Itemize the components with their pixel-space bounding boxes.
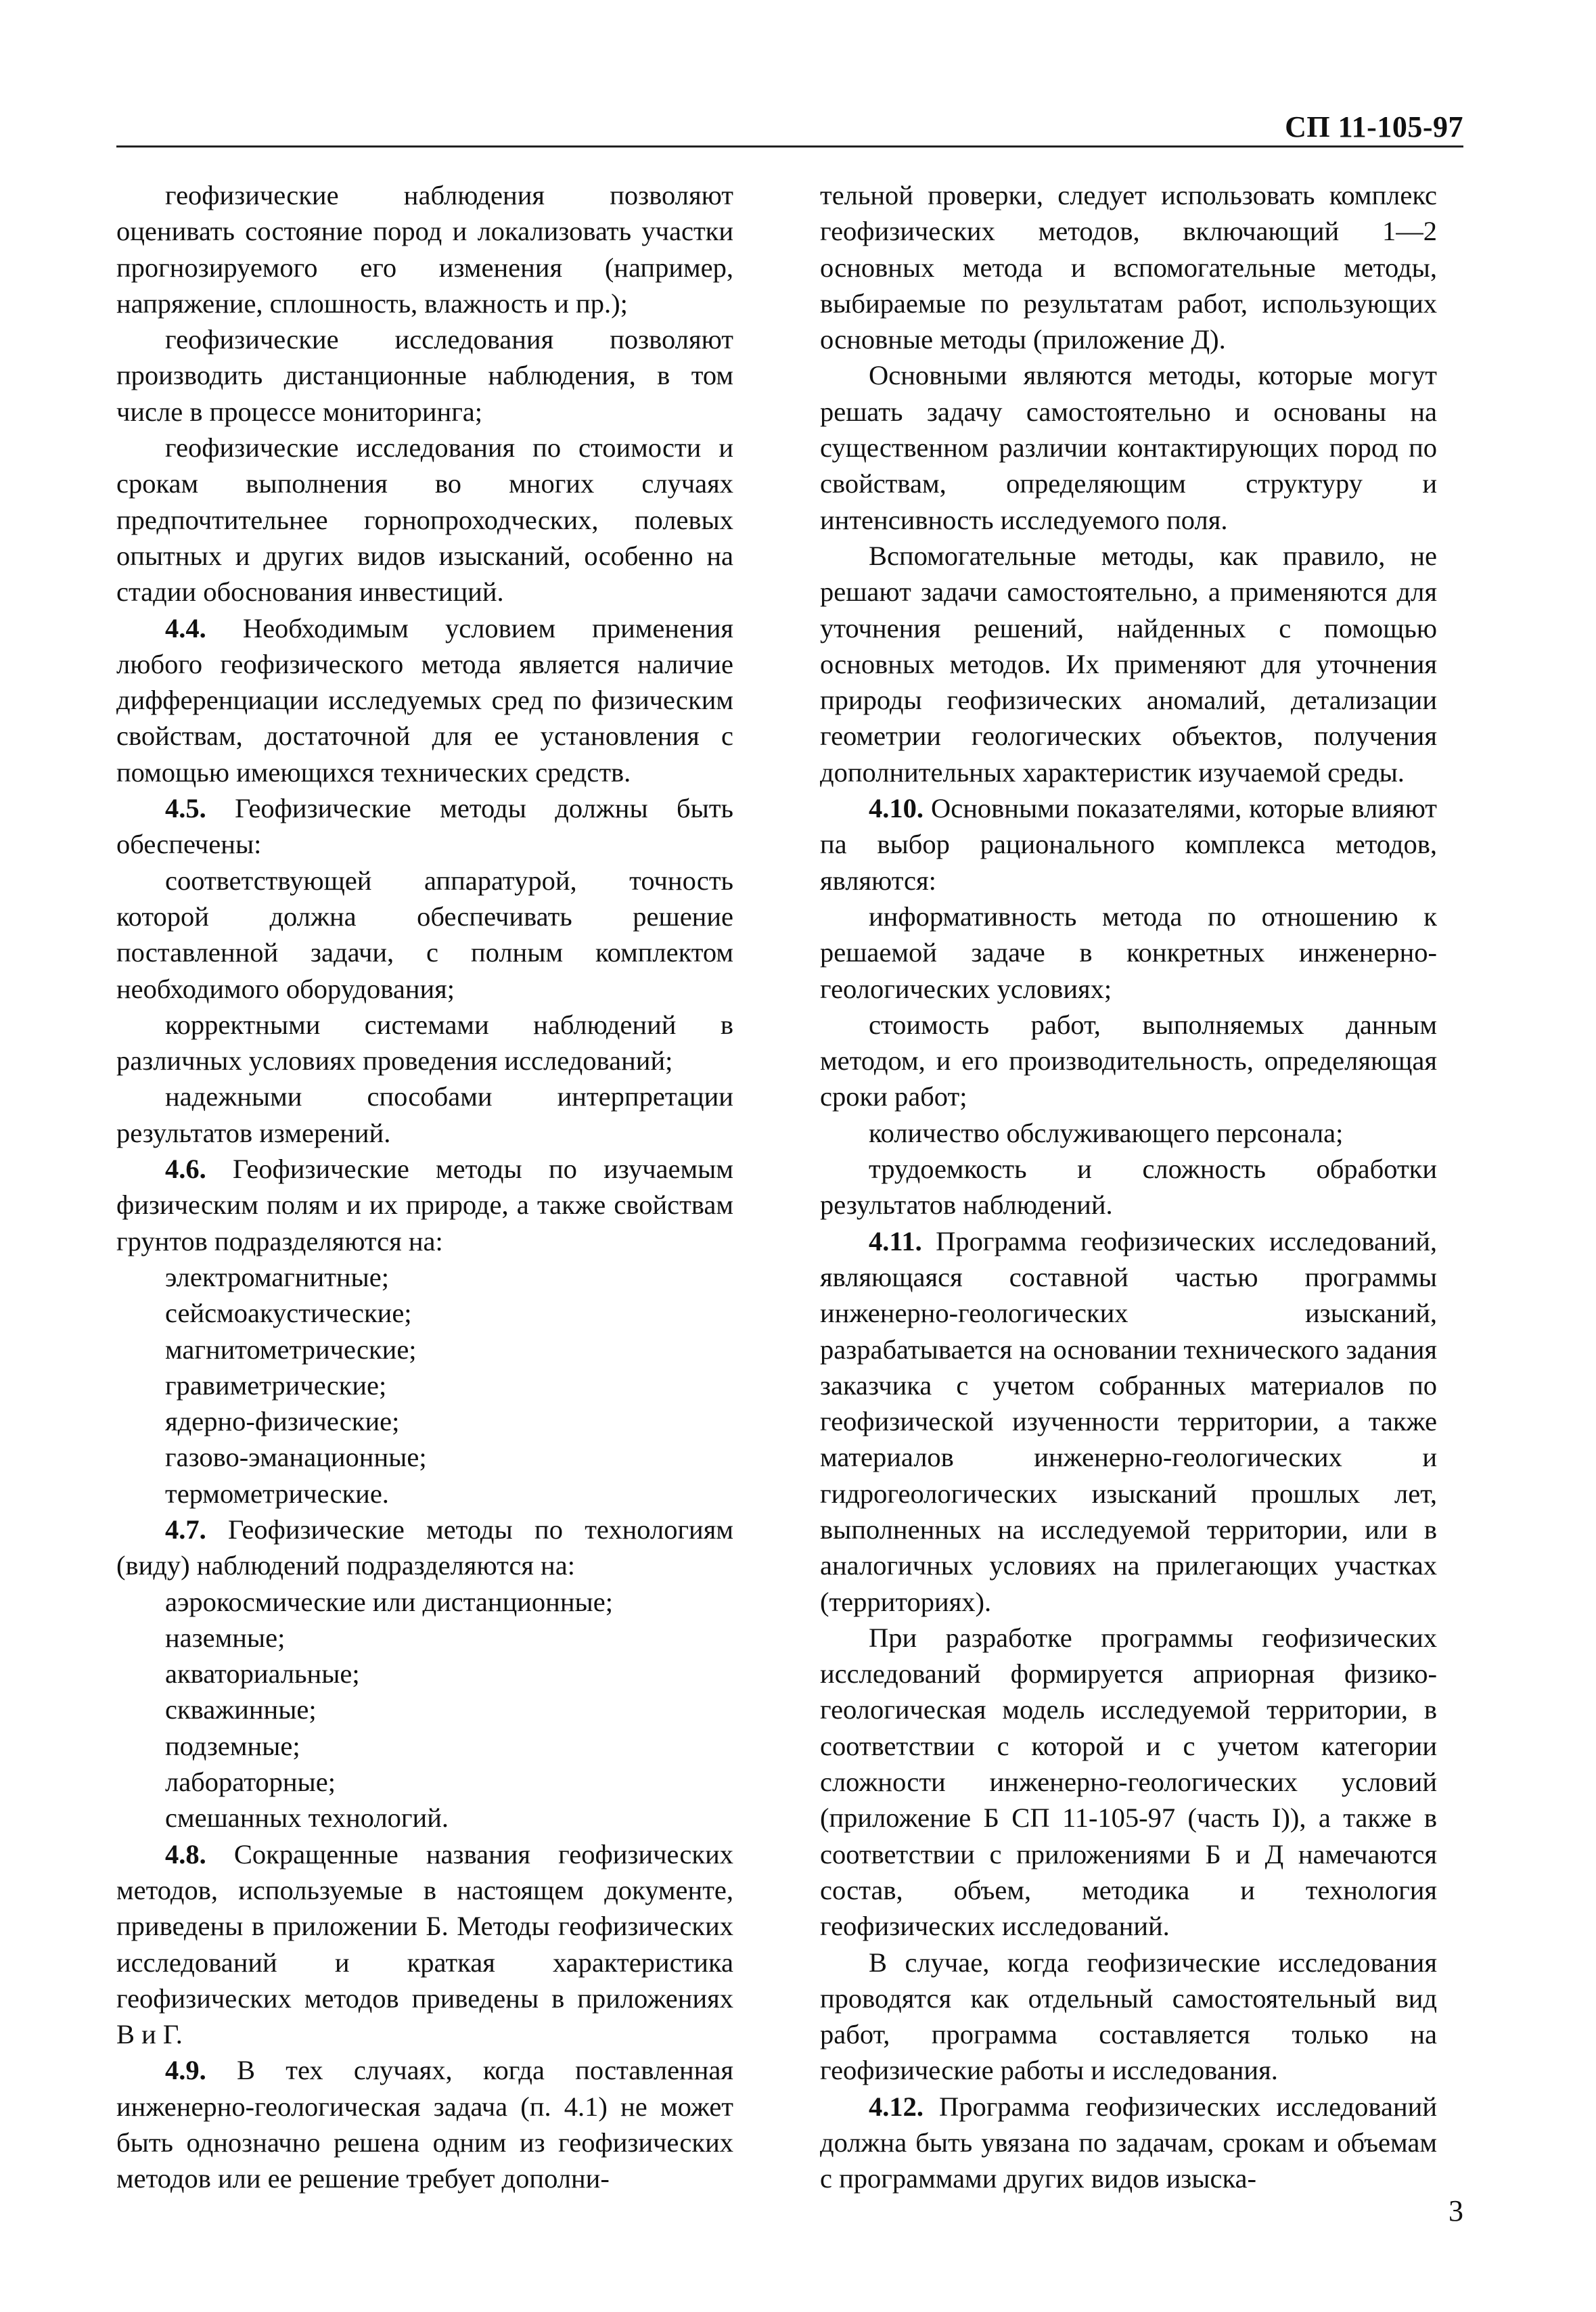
paragraph <box>116 177 733 321</box>
clause-number: 4.9. <box>165 2055 206 2086</box>
paragraph <box>820 1223 1437 1620</box>
clause-number: 4.11. <box>869 1225 922 1256</box>
paragraph-text: При разработке программы геофизических исследований формируется априорная физико-геологическая модель исследуемой территории, в соответствии с которой и с учетом категории сложности инженерно-геологических условий (приложение Б СП 11-105-97 (часть I)), а также в соответствии с приложениями Б и Д намечаются состав, объем, методика и технология геофизических исследований. <box>820 1622 1437 1942</box>
clause-number: 4.5. <box>165 793 206 824</box>
paragraph-text: газово-эманационные; <box>165 1442 427 1473</box>
paragraph <box>116 2052 733 2196</box>
clause-number: 4.12. <box>869 2091 924 2122</box>
paragraph-text: подземные; <box>165 1730 300 1761</box>
paragraph-text: магнитометрические; <box>165 1334 417 1365</box>
paragraph-text: количество обслуживающего персонала; <box>869 1117 1344 1148</box>
paragraph-text: стоимость работ, выполняемых данным методом, и его производительность, определяющая сроки работ; <box>820 1009 1437 1112</box>
clause-number: 4.6. <box>165 1154 206 1185</box>
paragraph-text: геофизические наблюдения позволяют оценивать состояние пород и локализовать участки прогнозируемого его изменения (например, напряжение, сплошность, влажность и пр.); <box>116 180 733 319</box>
paragraph-text: информативность метода по отношению к решаемой задаче в конкретных инженерно-геологических условиях; <box>820 901 1437 1004</box>
paragraph <box>116 430 733 610</box>
paragraph <box>116 1259 733 1295</box>
paragraph <box>116 1800 733 1836</box>
document-code: СП 11-105-97 <box>1285 110 1463 143</box>
paragraph <box>820 357 1437 537</box>
paragraph-text: Геофизические методы должны быть обеспечены: <box>116 793 733 860</box>
header-rule <box>116 145 1463 148</box>
clause-number: 4.8. <box>165 1838 206 1869</box>
paragraph-text: термометрические. <box>165 1478 389 1509</box>
paragraph-text: Геофизические методы по технологиям (виду) наблюдений подразделяются на: <box>116 1514 733 1581</box>
paragraph <box>116 1079 733 1151</box>
paragraph <box>820 2089 1437 2197</box>
paragraph <box>116 321 733 430</box>
paragraph-text: В случае, когда геофизические исследования проводятся как отдельный самостоятельный вид работ, программа составляется только на геофизические работы и исследования. <box>820 1947 1437 2086</box>
paragraph-text: трудоемкость и сложность обработки результатов наблюдений. <box>820 1154 1437 1221</box>
paragraph-text: Сокращенные названия геофизических методов, используемые в настоящем документе, приведены в приложении Б. Методы геофизических исследований и краткая характеристика геофизических методов приведены в приложениях В и Г. <box>116 1838 733 2050</box>
paragraph-text: электромагнитные; <box>165 1261 390 1292</box>
paragraph-text: надежными способами интерпретации результатов измерений. <box>116 1081 733 1148</box>
paragraph-text: ядерно-физические; <box>165 1406 400 1437</box>
paragraph <box>820 790 1437 899</box>
paragraph <box>116 1692 733 1727</box>
paragraph-text: лабораторные; <box>165 1767 336 1798</box>
right-column <box>820 177 1437 2197</box>
clause-number: 4.7. <box>165 1514 206 1545</box>
paragraph <box>116 1656 733 1692</box>
paragraph <box>116 1584 733 1620</box>
paragraph <box>116 610 733 790</box>
paragraph-text: В тех случаях, когда поставленная инженерно-геологическая задача (п. 4.1) не может быть однозначно решена одним из геофизических методов или ее решение требует дополни- <box>116 2055 733 2194</box>
paragraph-text: сейсмоакустические; <box>165 1298 412 1329</box>
paragraph-text: Программа геофизических исследований должна быть увязана по задачам, срокам и объемам с программами других видов изыска- <box>820 2091 1437 2194</box>
paragraph <box>116 1836 733 2053</box>
paragraph-text: смешанных технологий. <box>165 1803 449 1834</box>
paragraph <box>116 1439 733 1475</box>
paragraph <box>820 1115 1437 1151</box>
paragraph-text: Необходимым условием применения любого геофизического метода является наличие дифференциации исследуемых сред по физическим свойствам, достаточной для ее установления с помощью имеющихся технических средств. <box>116 612 733 788</box>
paragraph-text: Вспомогательные методы, как правило, не решают задачи самостоятельно, а применяются для уточнения решений, найденных с помощью основных методов. Их применяют для уточнения природы геофизических аномалий, детализации геометрии геологических объектов, получения дополнительных характеристик изучаемой среды. <box>820 540 1437 788</box>
paragraph-text: гравиметрические; <box>165 1369 387 1401</box>
left-column <box>116 177 733 2197</box>
paragraph-text: Программа геофизических исследований, являющаяся составной частью программы инженерно-геологических изысканий, разрабатывается на основании технического задания заказчика с учетом собранных материалов по геофизической изученности территории, а также материалов инженерно-геологических и гидрогеологических изысканий прошлых лет, выполненных на исследуемой территории, или в аналогичных условиях на прилегающих участках (территориях). <box>820 1225 1437 1617</box>
paragraph-text: Геофизические методы по изучаемым физическим полям и их природе, а также свойствам грунтов подразделяются на: <box>116 1154 733 1256</box>
paragraph-text: наземные; <box>165 1622 286 1653</box>
paragraph-text: Основными являются методы, которые могут решать задачу самостоятельно и основаны на существенном различии контактирующих пород по свойствам, определяющим структуру и интенсивность исследуемого поля. <box>820 360 1437 535</box>
paragraph <box>116 1295 733 1331</box>
paragraph <box>116 1403 733 1439</box>
paragraph-text: тельной проверки, следует использовать комплекс геофизических методов, включающий 1—2 основных метода и вспомогательные методы, выбираемые по результатам работ, использующих основные методы (приложение Д). <box>820 180 1437 355</box>
paragraph <box>116 790 733 863</box>
paragraph <box>820 1007 1437 1115</box>
paragraph-text: соответствующей аппаратурой, точность которой должна обеспечивать решение поставленной задачи, с полным комплектом необходимого оборудования; <box>116 865 733 1004</box>
paragraph <box>820 1151 1437 1223</box>
paragraph <box>820 1620 1437 1945</box>
paragraph <box>820 1945 1437 2089</box>
paragraph <box>820 538 1437 790</box>
paragraph-text: Основными показателями, которые влияют па выбор рационального комплекса методов, являются: <box>820 793 1437 896</box>
paragraph <box>116 1728 733 1764</box>
paragraph <box>116 1512 733 1584</box>
paragraph <box>820 177 1437 357</box>
paragraph <box>116 1332 733 1367</box>
paragraph-text: скважинные; <box>165 1694 317 1725</box>
paragraph-text: геофизические исследования позволяют производить дистанционные наблюдения, в том числе в процессе мониторинга; <box>116 324 733 427</box>
paragraph <box>116 1151 733 1259</box>
clause-number: 4.4. <box>165 612 206 643</box>
paragraph-text: акваториальные; <box>165 1658 360 1690</box>
paragraph <box>116 1620 733 1656</box>
paragraph-text: геофизические исследования по стоимости и срокам выполнения во многих случаях предпочтительнее горнопроходческих, полевых опытных и других видов изысканий, особенно на стадии обоснования инвестиций. <box>116 432 733 608</box>
paragraph <box>116 1764 733 1800</box>
paragraph <box>116 1007 733 1079</box>
page-number: 3 <box>1449 2194 1463 2227</box>
paragraph-text: корректными системами наблюдений в различных условиях проведения исследований; <box>116 1009 733 1076</box>
paragraph <box>116 1367 733 1403</box>
paragraph <box>116 1476 733 1512</box>
paragraph <box>820 899 1437 1007</box>
paragraph <box>116 863 733 1007</box>
clause-number: 4.10. <box>869 793 924 824</box>
paragraph-text: аэрокосмические или дистанционные; <box>165 1586 613 1617</box>
